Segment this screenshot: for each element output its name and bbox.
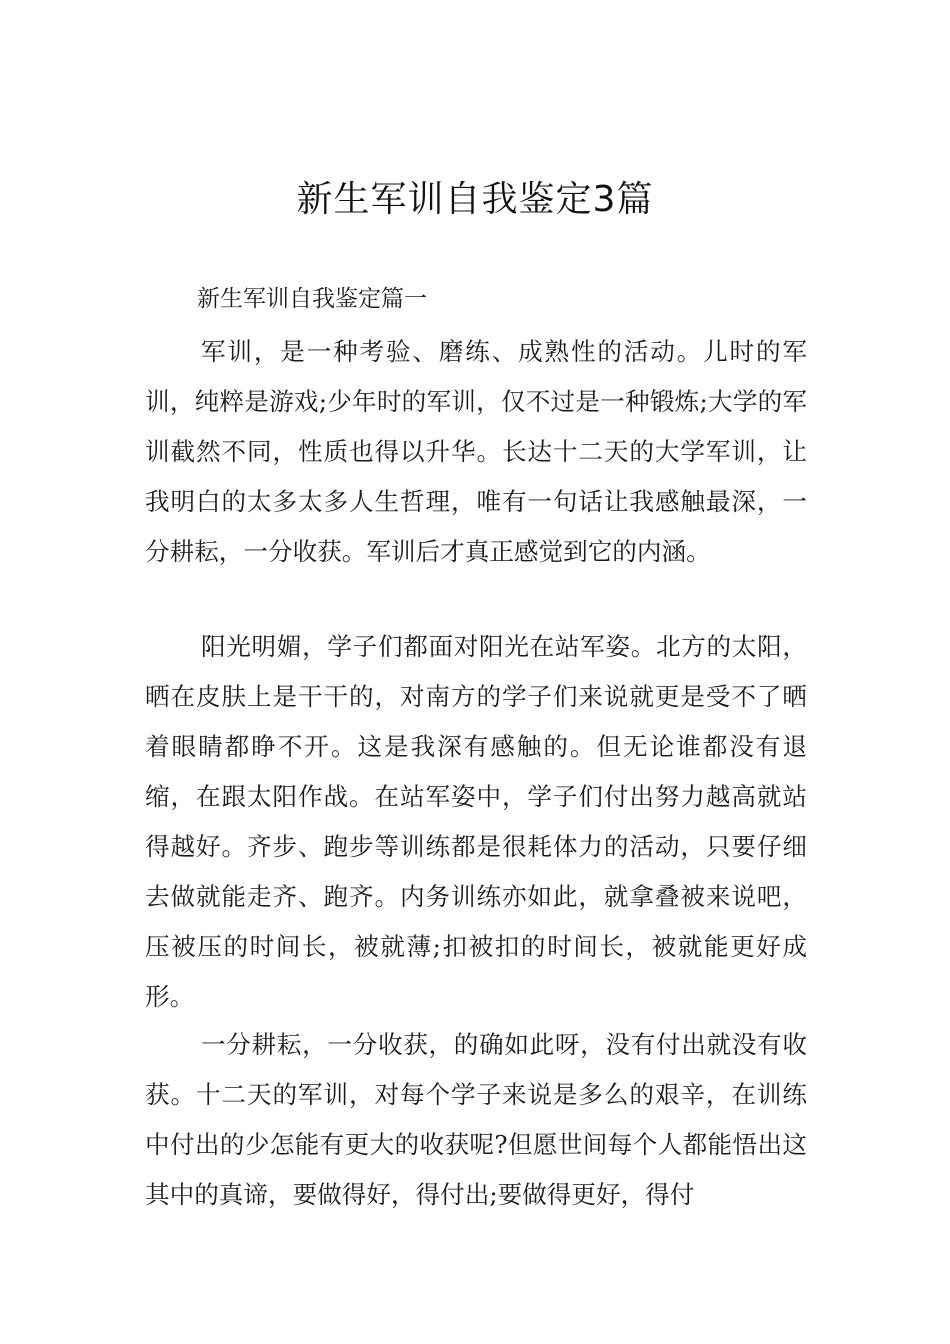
paragraph: 军训，是一种考验、磨练、成熟性的活动。儿时的军训，纯粹是游戏;少年时的军训，仅不过是一种锻炼;大学的军训截然不同，性质也得以升华。长达十二天的大学军训，让我明白的太多太多人生哲理，唯有一句话让我感触最深，一分耕耘，一分收获。军训后才真正感觉到它的内涵。 — [145, 337, 807, 566]
paragraph: 一分耕耘，一分收获，的确如此呀，没有付出就没有收获。十二天的军训，对每个学子来说是多么的艰辛，在训练中付出的少怎能有更大的收获呢?但愿世间每个人都能悟出这其中的真谛，要做得好，得付出;要做得更好，得付 — [145, 1030, 807, 1209]
section-heading: 新生军训自我鉴定篇一 — [197, 286, 427, 312]
document-title: 新生军训自我鉴定3篇 — [296, 179, 654, 220]
paragraph: 阳光明媚，学子们都面对阳光在站军姿。北方的太阳，晒在皮肤上是干干的，对南方的学子们来说就更是受不了晒着眼睛都睁不开。这是我深有感触的。但无论谁都没有退缩，在跟太阳作战。在站军姿中，学子们付出努力越高就站得越好。齐步、跑步等训练都是很耗体力的活动，只要仔细去做就能走齐、跑齐。内务训练亦如此，就拿叠被来说吧，压被压的时间长，被就薄;扣被扣的时间长，被就能更好成形。 — [145, 632, 807, 1011]
